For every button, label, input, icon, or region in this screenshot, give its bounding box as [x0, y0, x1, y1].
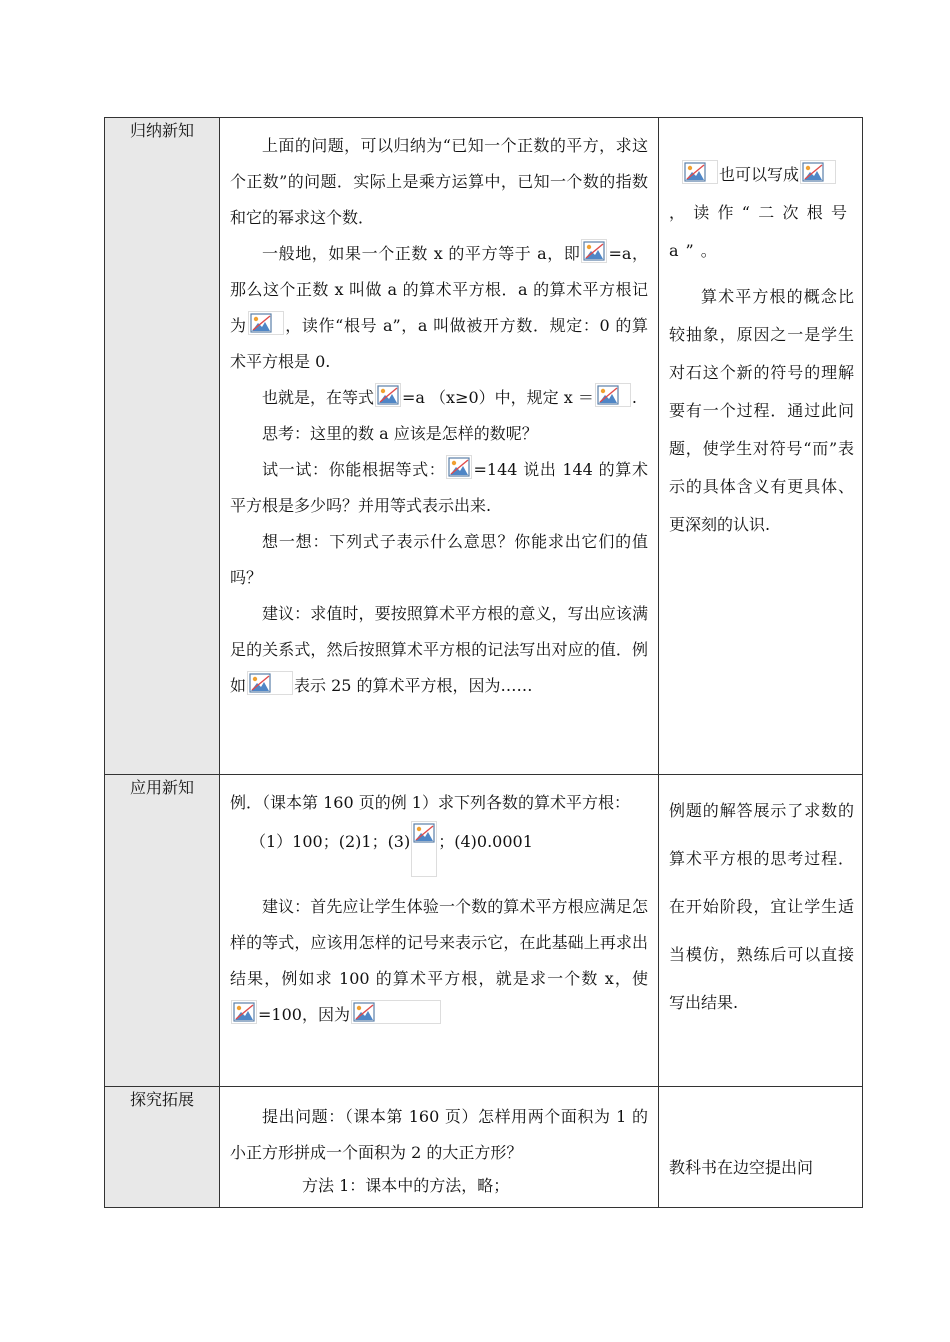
text-run: =100，因为	[258, 1005, 350, 1024]
text-run: 方法 1：课本中的方法，略；	[302, 1176, 510, 1195]
paragraph	[230, 821, 648, 877]
text-run: 也可以写成	[719, 165, 800, 184]
broken-image-icon	[247, 671, 293, 695]
paragraph	[669, 156, 854, 194]
text-run: =a （x≥0）中，规定 x ＝	[402, 388, 594, 407]
note-cell	[659, 775, 863, 1087]
text-run: .	[631, 388, 637, 407]
paragraph	[230, 889, 648, 1033]
note-cell	[659, 118, 863, 775]
broken-image-icon	[248, 311, 284, 335]
broken-image-icon	[375, 383, 401, 407]
row-apply	[105, 775, 863, 1087]
text-run: 建议：求值时，要按照算术平方根的意义，写出应该满足的关系式，然后按照算术平方根的记法写出对应的值．例如	[230, 604, 648, 695]
paragraph	[230, 416, 648, 452]
broken-image-icon	[411, 821, 437, 877]
text-run: ，读作“二次根号 a”。	[669, 203, 854, 260]
broken-image-icon	[351, 1000, 441, 1024]
text-run: =a，那么这个正数 x 叫做 a 的算术平方根．a 的算术平方根记为	[230, 244, 648, 335]
text-run: 也就是，在等式	[262, 388, 375, 407]
text-run: 例题的解答展示了求数的算术平方根的思考过程．在开始阶段，宜让学生适当模仿，熟练后可以直接写出结果.	[669, 801, 854, 1012]
text-run: 上面的问题，可以归纳为“已知一个正数的平方，求这个正数”的问题．实际上是乘方运算中，已知一个数的指数和它的幂求这个数．	[230, 136, 648, 227]
text-run: 教科书在边空提出问	[669, 1158, 814, 1177]
paragraph	[230, 128, 648, 236]
text-run: 思考：这里的数 a 应该是怎样的数呢？	[262, 424, 538, 443]
row-summary	[105, 118, 863, 775]
paragraph	[230, 236, 648, 380]
text-run: 提出问题：（课本第 160 页）怎样用两个面积为 1 的小正方形拼成一个面积为 2 的大正方形？	[230, 1107, 648, 1162]
paragraph	[230, 380, 648, 416]
text-run: （1）100；(2)1；(3)	[250, 832, 411, 851]
text-run: 一般地，如果一个正数 x 的平方等于 a，即	[262, 244, 581, 263]
text-run: 想一想：下列式子表示什么意思？你能求出它们的值吗？	[230, 532, 648, 587]
broken-image-icon	[800, 160, 836, 184]
paragraph	[669, 787, 854, 1027]
main-cell	[220, 1087, 659, 1208]
main-cell	[220, 775, 659, 1087]
broken-image-icon	[595, 383, 631, 407]
broken-image-icon	[682, 160, 718, 184]
paragraph	[230, 1171, 648, 1201]
main-cell	[220, 118, 659, 775]
paragraph	[230, 452, 648, 524]
broken-image-icon	[231, 1000, 257, 1024]
text-run: 表示 25 的算术平方根，因为……	[294, 676, 533, 695]
text-run: 算术平方根的概念比较抽象，原因之一是学生对石这个新的符号的理解要有一个过程．通过此问题，使学生对符号“而”表示的具体含义有更具体、更深刻的认识.	[669, 287, 854, 534]
broken-image-icon	[446, 455, 472, 479]
row-label: 应用新知	[105, 775, 220, 1087]
paragraph	[230, 596, 648, 704]
text-run: =144 说出 144 的算术平方根是多少吗？并用等式表示出来.	[230, 460, 648, 515]
text-run: ，读作“根号 a”，a 叫做被开方数．规定：0 的算术平方根是 0.	[230, 316, 648, 371]
row-label: 探究拓展	[105, 1087, 220, 1208]
paragraph	[230, 1099, 648, 1171]
lesson-table	[104, 117, 863, 1208]
paragraph	[230, 524, 648, 596]
paragraph	[669, 1149, 854, 1187]
paragraph	[669, 278, 854, 544]
text-run: ；(4)0.0001	[438, 832, 533, 851]
row-label: 归纳新知	[105, 118, 220, 775]
paragraph	[669, 194, 854, 270]
note-cell	[659, 1087, 863, 1208]
text-run: 例．（课本第 160 页的例 1）求下列各数的算术平方根：	[230, 793, 630, 812]
text-run: 建议：首先应让学生体验一个数的算术平方根应满足怎样的等式，应该用怎样的记号来表示它，在此基础上再求出结果，例如求 100 的算术平方根，就是求一个数 x，使	[230, 897, 648, 988]
row-explore	[105, 1087, 863, 1208]
broken-image-icon	[581, 239, 607, 263]
paragraph	[230, 785, 648, 821]
text-run: 试一试：你能根据等式：	[262, 460, 446, 479]
